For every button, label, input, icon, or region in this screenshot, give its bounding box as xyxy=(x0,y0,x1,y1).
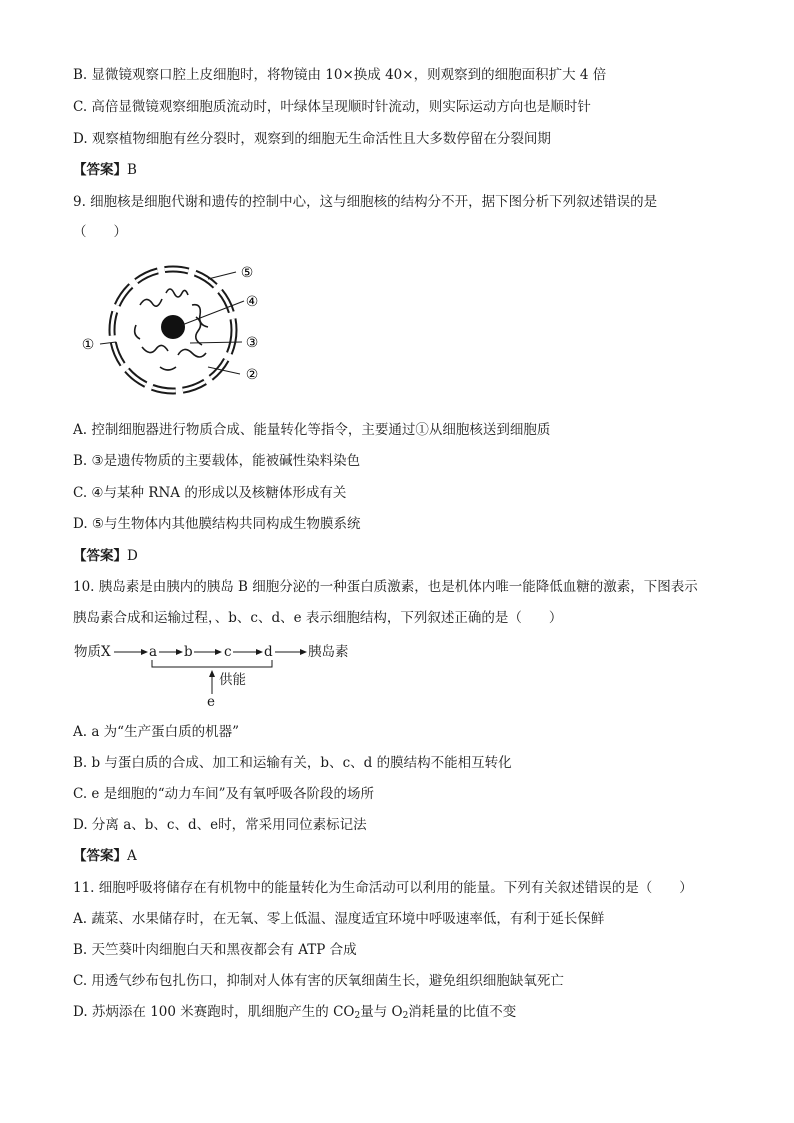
q9-option-b: B. ③是遗传物质的主要载体，能被碱性染料染色 xyxy=(73,453,361,469)
q11d-text-3: 消耗量的比值不变 xyxy=(408,1004,517,1020)
label-1: ① xyxy=(81,337,95,353)
q8-answer xyxy=(73,160,137,180)
label-5: ⑤ xyxy=(240,265,254,281)
answer-value: D xyxy=(127,548,138,564)
flow-node-b: b xyxy=(184,644,193,660)
q11-option-b: B. 天竺葵叶肉细胞白天和黑夜都会有 ATP 合成 xyxy=(73,942,357,958)
flow-source-e: e xyxy=(207,694,215,710)
flow-node-d: d xyxy=(264,644,273,660)
q9-option-a: A. 控制细胞器进行物质合成、能量转化等指令，主要通过①从细胞核送到细胞质 xyxy=(73,422,551,438)
q11d-sub-1: 2 xyxy=(354,1011,361,1021)
q10-answer xyxy=(73,846,137,866)
answer-value: B xyxy=(127,162,137,178)
answer-label: 【答案】 xyxy=(73,848,127,864)
q10-option-b: B. b 与蛋白质的合成、加工和运输有关，b、c、d 的膜结构不能相互转化 xyxy=(73,755,512,771)
nucleolus xyxy=(161,315,185,339)
insulin-flow-diagram xyxy=(70,638,370,713)
label-3: ③ xyxy=(245,335,259,351)
q8-option-d: D. 观察植物细胞有丝分裂时，观察到的细胞无生命活性且大多数停留在分裂间期 xyxy=(73,131,551,147)
answer-label: 【答案】 xyxy=(73,548,127,564)
q10-option-c: C. e 是细胞的“动力车间”及有氧呼吸各阶段的场所 xyxy=(73,786,375,802)
label-2: ② xyxy=(245,367,259,383)
flow-node-a: a xyxy=(149,644,158,660)
q9-option-d: D. ⑤与生物体内其他膜结构共同构成生物膜系统 xyxy=(73,516,361,532)
q11d-sub-2: 2 xyxy=(402,1011,409,1021)
flow-node-c: c xyxy=(224,644,232,660)
q11-stem: 11. 细胞呼吸将储存在有机物中的能量转化为生命活动可以利用的能量。下列有关叙述错误的是（ ） xyxy=(73,880,693,896)
q11-option-c: C. 用透气纱布包扎伤口，抑制对人体有害的厌氧细菌生长，避免组织细胞缺氧死亡 xyxy=(73,973,564,989)
q11-option-d xyxy=(73,1002,516,1022)
nucleus-diagram xyxy=(70,255,280,410)
q9-answer xyxy=(73,546,138,566)
q11d-text-1: D. 苏炳添在 100 米赛跑时，肌细胞产生的 CO xyxy=(73,1004,355,1020)
answer-label: 【答案】 xyxy=(73,162,127,178)
q9-option-c: C. ④与某种 RNA 的形成以及核糖体形成有关 xyxy=(73,485,347,501)
q10-stem-cont: 胰岛素合成和运输过程，、b、c、d、e 表示细胞结构，下列叙述正确的是（ ） xyxy=(73,610,563,626)
q10-option-d: D. 分离 a、b、c、d、e时，常采用同位素标记法 xyxy=(73,817,367,833)
flow-energy-label: 供能 xyxy=(219,672,246,688)
label-4: ④ xyxy=(245,294,259,310)
q11d-text-2: 量与 O xyxy=(360,1004,403,1020)
q10-stem: 10. 胰岛素是由胰内的胰岛 B 细胞分泌的一种蛋白质激素，也是机体内唯一能降低血糖的激素，下图表示 xyxy=(73,579,698,595)
q8-option-c: C. 高倍显微镜观察细胞质流动时，叶绿体呈现顺时针流动，则实际运动方向也是顺时针 xyxy=(73,99,591,115)
q9-stem-bracket: （ ） xyxy=(73,224,127,240)
q8-option-b: B. 显微镜观察口腔上皮细胞时，将物镜由 10×换成 40×，则观察到的细胞面积扩大 4 倍 xyxy=(73,67,607,83)
flow-start: 物质X xyxy=(74,644,111,660)
answer-value: A xyxy=(127,848,137,864)
q9-stem: 9. 细胞核是细胞代谢和遗传的控制中心，这与细胞核的结构分不开，据下图分析下列叙述错误的是 xyxy=(73,194,658,210)
q11-option-a: A. 蔬菜、水果储存时，在无氧、零上低温、湿度适宜环境中呼吸速率低，有利于延长保鲜 xyxy=(73,911,605,927)
flow-end: 胰岛素 xyxy=(308,644,349,660)
q10-option-a: A. a 为“生产蛋白质的机器” xyxy=(73,724,239,740)
